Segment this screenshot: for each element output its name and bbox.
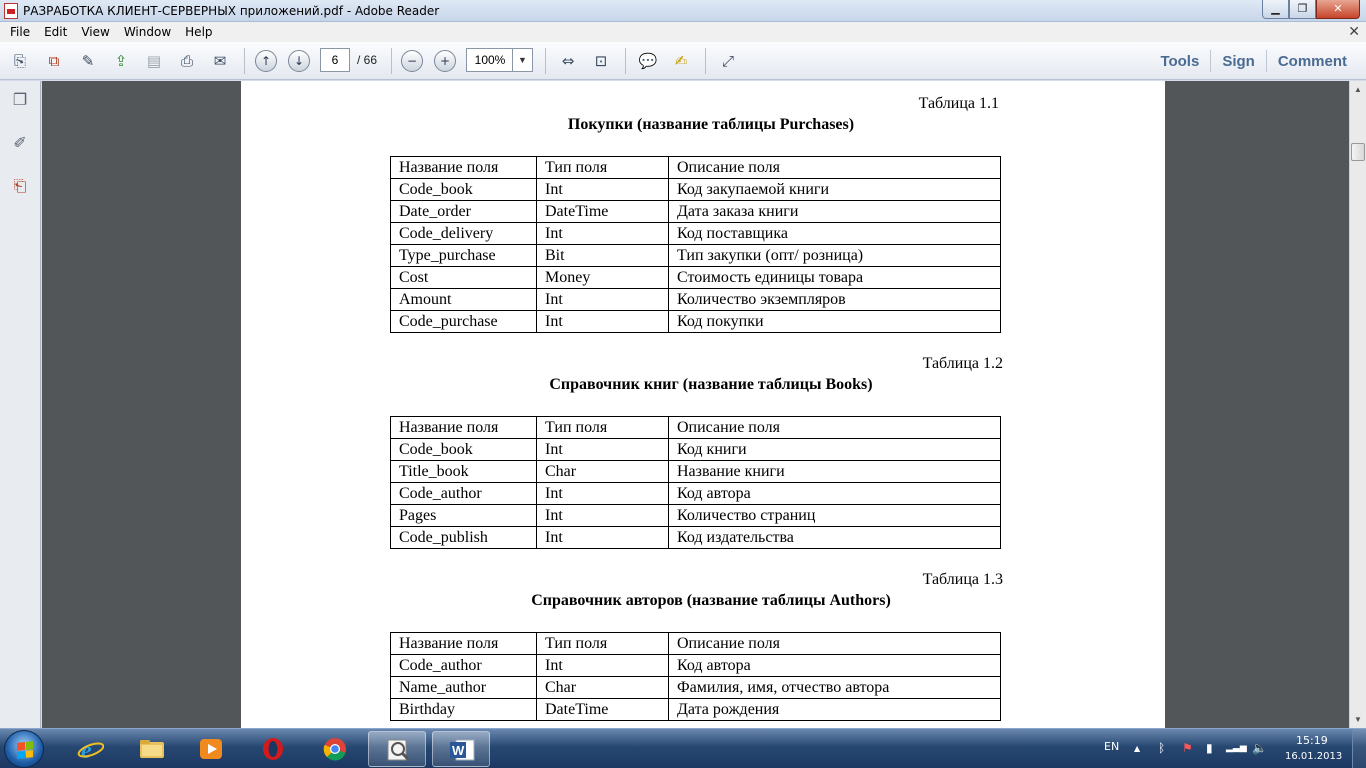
- table-row: [391, 527, 1001, 549]
- zoom-select[interactable]: [466, 48, 533, 72]
- table-cell: Код покупки: [669, 311, 1001, 333]
- vertical-scrollbar[interactable]: [1349, 81, 1366, 728]
- chrome-icon: [321, 736, 349, 762]
- toolbar-separator: [625, 48, 626, 74]
- table-cell: Bit: [537, 245, 669, 267]
- table-cell: Код автора: [669, 655, 1001, 677]
- books-table: [390, 416, 1001, 549]
- magnifier-document-icon: [384, 737, 412, 763]
- toolbar-separator: [244, 48, 245, 74]
- table-cell: Amount: [391, 289, 537, 311]
- zoom-out-button[interactable]: −: [401, 50, 423, 72]
- table-row: [391, 201, 1001, 223]
- print-icon[interactable]: ⎙: [180, 52, 193, 70]
- table-cell: Int: [537, 289, 669, 311]
- fit-width-icon[interactable]: ⇔: [561, 52, 575, 70]
- table-cell: Дата рождения: [669, 699, 1001, 721]
- page-number-input[interactable]: 6: [320, 48, 350, 72]
- table-cell: Фамилия, имя, отчество автора: [669, 677, 1001, 699]
- taskbar-chrome[interactable]: [306, 731, 364, 767]
- authors-table: [390, 632, 1001, 721]
- windows-taskbar: [0, 728, 1366, 768]
- close-document-icon[interactable]: ✕: [1348, 23, 1360, 39]
- scrollbar-thumb[interactable]: [1351, 143, 1365, 161]
- table-cell: Title_book: [391, 461, 537, 483]
- email-icon[interactable]: ✉: [213, 52, 227, 70]
- zoom-in-button[interactable]: +: [434, 50, 456, 72]
- page-thumbnails-icon[interactable]: ❐: [12, 90, 28, 109]
- table-cell: Код автора: [669, 483, 1001, 505]
- menu-window[interactable]: Window: [123, 25, 172, 39]
- table-row: [391, 417, 1001, 439]
- volume-icon[interactable]: 🔈: [1252, 741, 1267, 755]
- taskbar-word[interactable]: [432, 731, 490, 767]
- table-cell: Тип закупки (опт/ розница): [669, 245, 1001, 267]
- action-center-flag-icon[interactable]: ⚑: [1182, 741, 1193, 755]
- table-cell: Code_publish: [391, 527, 537, 549]
- table-cell: Code_delivery: [391, 223, 537, 245]
- table-cell: Cost: [391, 267, 537, 289]
- attachments-icon[interactable]: ✐: [13, 133, 27, 152]
- show-desktop-button[interactable]: [1352, 729, 1366, 768]
- table-cell: Pages: [391, 505, 537, 527]
- close-button[interactable]: ✕: [1316, 0, 1360, 19]
- taskbar-adobe-reader[interactable]: [368, 731, 426, 767]
- menu-edit[interactable]: Edit: [44, 25, 68, 39]
- table-cell: Int: [537, 505, 669, 527]
- table-cell: Стоимость единицы товара: [669, 267, 1001, 289]
- toolbar-separator: [545, 48, 546, 74]
- taskbar-file-explorer[interactable]: [123, 731, 181, 767]
- menu-view[interactable]: View: [81, 25, 110, 39]
- table-cell: Char: [537, 677, 669, 699]
- taskbar-opera[interactable]: [244, 731, 302, 767]
- table-row: [391, 655, 1001, 677]
- comment-button[interactable]: Comment: [1277, 52, 1347, 70]
- table-row: [391, 179, 1001, 201]
- table-cell: Описание поля: [669, 157, 1001, 179]
- table-cell: Код поставщика: [669, 223, 1001, 245]
- tools-button[interactable]: Tools: [1160, 52, 1200, 70]
- table-cell: Описание поля: [669, 633, 1001, 655]
- table-cell: Описание поля: [669, 417, 1001, 439]
- window-title: РАЗРАБОТКА КЛИЕНТ-СЕРВЕРНЫХ приложений.pdf - Adobe Reader: [23, 4, 440, 18]
- table-cell: Code_author: [391, 483, 537, 505]
- menu-file[interactable]: File: [10, 25, 31, 39]
- sticky-note-icon[interactable]: 💬: [638, 52, 658, 70]
- table-cell: Code_purchase: [391, 311, 537, 333]
- windows-logo-icon: [17, 741, 33, 759]
- table-cell: Название поля: [391, 157, 537, 179]
- svg-text:W: W: [452, 743, 465, 758]
- edit-pdf-icon[interactable]: ✎: [81, 52, 95, 70]
- table-cell: Тип поля: [537, 417, 669, 439]
- opera-icon: [259, 736, 287, 762]
- table-row: [391, 461, 1001, 483]
- page-total: / 66: [357, 53, 378, 67]
- adobe-reader-app-icon[interactable]: [4, 3, 18, 19]
- table-cell: Название поля: [391, 417, 537, 439]
- table-row: [391, 267, 1001, 289]
- taskbar-media-player[interactable]: [182, 731, 240, 767]
- table-cell: Тип поля: [537, 157, 669, 179]
- window-controls: [1262, 0, 1360, 19]
- table-cell: Количество экземпляров: [669, 289, 1001, 311]
- table-caption: Таблица 1.2: [922, 355, 1003, 372]
- maximize-button[interactable]: ❐: [1289, 0, 1316, 19]
- table-cell: Int: [537, 655, 669, 677]
- next-page-button[interactable]: ↓: [288, 50, 310, 72]
- table-row: [391, 439, 1001, 461]
- table-row: [391, 633, 1001, 655]
- toolbar-separator: [391, 48, 392, 74]
- table-cell: Int: [537, 179, 669, 201]
- toolbar-separator: [705, 48, 706, 74]
- combine-files-icon[interactable]: ⧉: [48, 52, 60, 70]
- clock-date[interactable]: 16.01.2013: [1285, 751, 1343, 762]
- table-row: [391, 289, 1001, 311]
- save-icon[interactable]: ▤: [146, 52, 162, 70]
- highlight-icon[interactable]: ✍: [674, 52, 688, 70]
- table-cell: Birthday: [391, 699, 537, 721]
- table-cell: Int: [537, 483, 669, 505]
- scroll-up-icon[interactable]: ▲: [1354, 85, 1362, 94]
- task-pane-links: [1149, 42, 1358, 80]
- taskbar-internet-explorer[interactable]: [61, 731, 119, 767]
- previous-page-button[interactable]: ↑: [255, 50, 277, 72]
- table-cell: Дата заказа книги: [669, 201, 1001, 223]
- folder-icon: [138, 736, 166, 762]
- table-cell: Int: [537, 311, 669, 333]
- create-pdf-icon[interactable]: ⎘: [13, 52, 26, 70]
- table-caption: Таблица 1.3: [922, 571, 1003, 588]
- table-cell: Int: [537, 439, 669, 461]
- upload-icon[interactable]: ⇪: [114, 52, 128, 70]
- table-cell: DateTime: [537, 201, 669, 223]
- document-viewer[interactable]: [42, 81, 1349, 728]
- table-row: [391, 157, 1001, 179]
- table-cell: Код книги: [669, 439, 1001, 461]
- table-cell: Code_book: [391, 439, 537, 461]
- bluetooth-icon[interactable]: ᛒ: [1158, 741, 1166, 755]
- table-cell: Название поля: [391, 633, 537, 655]
- word-icon: [448, 737, 476, 763]
- table-cell: Code_author: [391, 655, 537, 677]
- title-bar: [0, 0, 1366, 22]
- svg-text:e: e: [81, 738, 92, 762]
- table-row: [391, 505, 1001, 527]
- table-row: [391, 223, 1001, 245]
- menu-help[interactable]: Help: [185, 25, 213, 39]
- language-indicator[interactable]: EN: [1104, 740, 1120, 753]
- full-screen-icon[interactable]: ⤢: [721, 52, 734, 70]
- table-title: Справочник авторов (название таблицы Authors): [531, 592, 891, 609]
- zoom-dropdown-icon[interactable]: ▼: [512, 49, 532, 71]
- zoom-value[interactable]: 100%: [474, 53, 506, 67]
- network-signal-icon[interactable]: ▂▃▅: [1226, 743, 1247, 753]
- table-cell: Количество страниц: [669, 505, 1001, 527]
- table-cell: Код закупаемой книги: [669, 179, 1001, 201]
- clock-time[interactable]: 15:19: [1296, 734, 1328, 747]
- table-cell: Name_author: [391, 677, 537, 699]
- table-row: [391, 311, 1001, 333]
- navigation-panel: [0, 81, 41, 728]
- signatures-icon[interactable]: ⎗: [13, 176, 27, 195]
- battery-icon[interactable]: ▮: [1206, 741, 1213, 755]
- minimize-button[interactable]: ▁: [1262, 0, 1289, 19]
- table-row: [391, 245, 1001, 267]
- table-cell: Type_purchase: [391, 245, 537, 267]
- start-button[interactable]: [4, 730, 44, 768]
- scroll-down-icon[interactable]: ▼: [1354, 715, 1362, 724]
- table-title: Покупки (название таблицы Purchases): [567, 116, 855, 133]
- table-cell: Int: [537, 527, 669, 549]
- table-row: [391, 677, 1001, 699]
- table-cell: Название книги: [669, 461, 1001, 483]
- table-cell: Money: [537, 267, 669, 289]
- table-cell: Date_order: [391, 201, 537, 223]
- table-caption: Таблица 1.1: [918, 95, 999, 112]
- table-cell: Code_book: [391, 179, 537, 201]
- internet-explorer-icon: [76, 736, 104, 762]
- table-cell: Код издательства: [669, 527, 1001, 549]
- fit-page-icon[interactable]: ⊡: [594, 52, 608, 70]
- table-row: [391, 699, 1001, 721]
- table-cell: Char: [537, 461, 669, 483]
- table-cell: Int: [537, 223, 669, 245]
- table-cell: Тип поля: [537, 633, 669, 655]
- purchases-table: [390, 156, 1001, 333]
- table-cell: DateTime: [537, 699, 669, 721]
- media-player-icon: [197, 736, 225, 762]
- pdf-page: [241, 81, 1165, 728]
- table-row: [391, 483, 1001, 505]
- show-hidden-icons-icon[interactable]: ▲: [1134, 744, 1141, 753]
- sign-button[interactable]: Sign: [1222, 52, 1255, 70]
- table-title: Справочник книг (название таблицы Books): [549, 376, 873, 393]
- menu-bar: [0, 22, 1366, 42]
